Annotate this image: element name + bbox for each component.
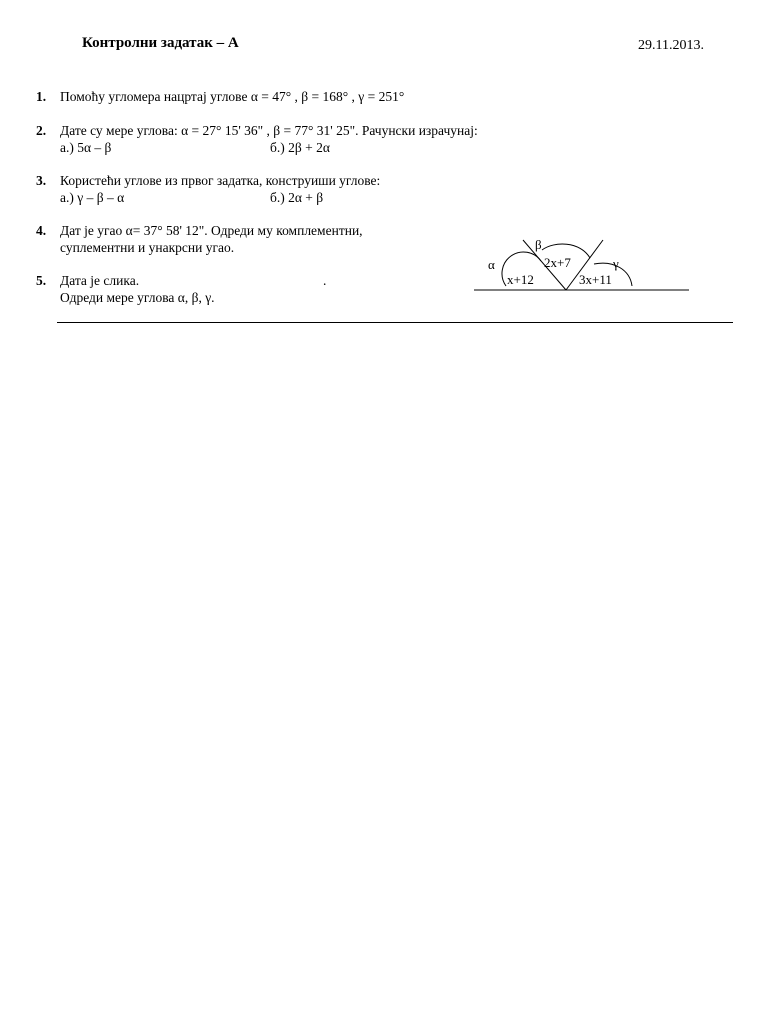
subtask-row bbox=[60, 189, 380, 206]
task-text: суплементни и унакрсни угао. bbox=[60, 240, 235, 255]
separator-line bbox=[57, 322, 733, 323]
angle-figure-drawing bbox=[470, 236, 692, 298]
page-title: Контролни задатак – А bbox=[82, 35, 239, 51]
subtask-b: б.) 2α + β bbox=[270, 190, 324, 205]
task-number: 4. bbox=[36, 223, 47, 238]
label-gamma: γ bbox=[613, 256, 619, 271]
label-middle-angle: 2x+7 bbox=[544, 255, 571, 270]
subtask-a: а.) γ – β – α bbox=[60, 190, 125, 205]
subtask-a: а.) 5α – β bbox=[60, 140, 112, 155]
label-alpha: α bbox=[488, 257, 495, 272]
task-text: Одреди мере углова α, β, γ. bbox=[60, 290, 215, 305]
label-left-angle: x+12 bbox=[507, 272, 534, 287]
label-right-angle: 3x+11 bbox=[579, 272, 612, 287]
task-number: 1. bbox=[36, 89, 47, 104]
date: 29.11.2013. bbox=[638, 38, 704, 53]
angle-figure bbox=[470, 236, 692, 298]
task-text: Помоћу угломера нацртај углове α = 47° , β = 168° , γ = 251° bbox=[60, 89, 405, 104]
label-beta: β bbox=[535, 237, 542, 252]
trailing-dot: . bbox=[323, 273, 327, 288]
task-text: Дат је угао α= 37° 58' 12". Одреди му комплементни, bbox=[60, 223, 363, 238]
task-number: 2. bbox=[36, 123, 47, 138]
subtask-row bbox=[60, 139, 478, 156]
subtask-b: б.) 2β + 2α bbox=[270, 140, 330, 155]
task-text bbox=[60, 272, 327, 289]
task-text: Дате су мере углова: α = 27° 15' 36" , β = 77° 31' 25". Рачунски израчунај: bbox=[60, 123, 478, 138]
task-number: 5. bbox=[36, 273, 47, 288]
task-text: Користећи углове из првог задатка, конструиши углове: bbox=[60, 173, 381, 188]
task-text-main: Дата је слика. bbox=[60, 273, 140, 288]
task-number: 3. bbox=[36, 173, 47, 188]
